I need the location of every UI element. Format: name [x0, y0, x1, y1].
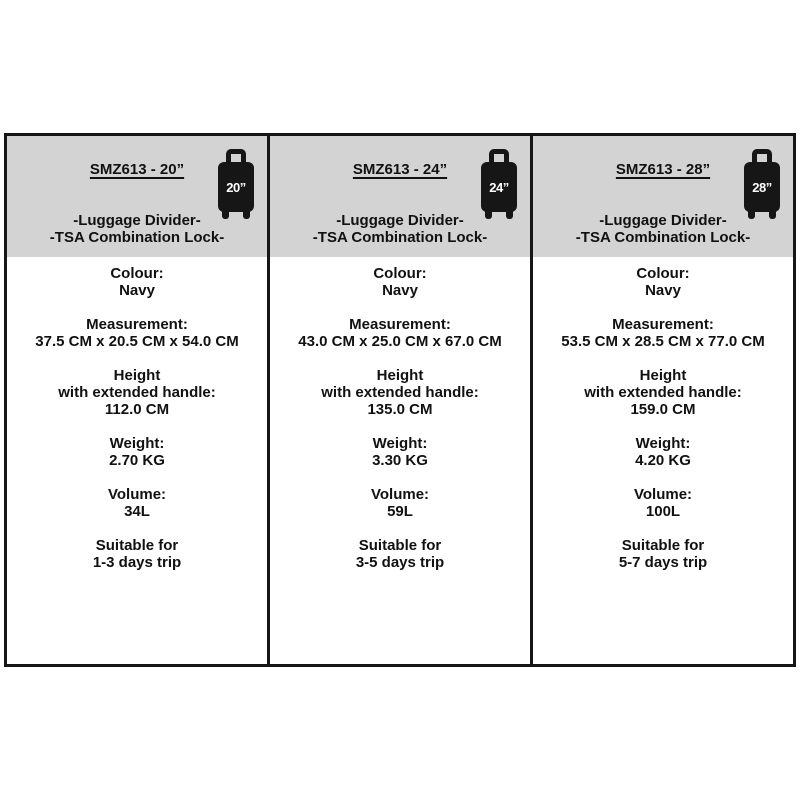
- spec-line: 135.0 CM: [367, 401, 433, 418]
- feature-line: -TSA Combination Lock-: [312, 229, 488, 246]
- feature-line: -TSA Combination Lock-: [575, 229, 751, 246]
- spec-line: Weight:: [372, 435, 428, 452]
- spec-line: Height: [376, 367, 424, 384]
- spec-weight: [533, 435, 793, 469]
- spec-line: 1-3 days trip: [92, 554, 182, 571]
- spec-line: Height: [113, 367, 161, 384]
- suitcase-icon: [481, 149, 517, 219]
- spec-line: 3.30 KG: [372, 452, 428, 469]
- spec-line: Weight:: [109, 435, 165, 452]
- spec-line: Measurement:: [349, 316, 451, 333]
- suitcase-size-label: 28”: [752, 179, 772, 195]
- product-title: SMZ613 - 24”: [352, 161, 448, 178]
- feature-list: [7, 212, 267, 246]
- suitcase-size-label: 24”: [489, 179, 509, 195]
- spec-list: [270, 257, 530, 664]
- spec-line: with extended handle:: [58, 384, 216, 401]
- product-card-28: [530, 136, 793, 664]
- spec-line: Navy: [119, 282, 155, 299]
- spec-measurement: [7, 316, 267, 350]
- spec-volume: [270, 486, 530, 520]
- spec-volume: [533, 486, 793, 520]
- feature-line: -Luggage Divider-: [599, 212, 727, 229]
- spec-measurement: [270, 316, 530, 350]
- suitcase-body: [744, 162, 780, 212]
- spec-line: 5-7 days trip: [618, 554, 708, 571]
- spec-line: with extended handle:: [321, 384, 479, 401]
- product-card-24: [267, 136, 530, 664]
- spec-height: [533, 367, 793, 418]
- spec-list: [533, 257, 793, 664]
- spec-line: Volume:: [107, 486, 167, 503]
- spec-comparison-table: [4, 133, 796, 667]
- product-card-20: [7, 136, 267, 664]
- spec-line: 159.0 CM: [630, 401, 696, 418]
- suitcase-body: [481, 162, 517, 212]
- suitcase-body: [218, 162, 254, 212]
- spec-line: Measurement:: [86, 316, 188, 333]
- spec-measurement: [533, 316, 793, 350]
- spec-line: Suitable for: [95, 537, 179, 554]
- spec-line: Suitable for: [621, 537, 705, 554]
- spec-weight: [7, 435, 267, 469]
- spec-height: [270, 367, 530, 418]
- card-header: [270, 136, 530, 257]
- spec-trip: [7, 537, 267, 571]
- spec-line: Suitable for: [358, 537, 442, 554]
- spec-line: Navy: [645, 282, 681, 299]
- card-header: [533, 136, 793, 257]
- spec-line: 37.5 CM x 20.5 CM x 54.0 CM: [35, 333, 239, 350]
- spec-trip: [270, 537, 530, 571]
- spec-colour: [270, 265, 530, 299]
- spec-line: 43.0 CM x 25.0 CM x 67.0 CM: [298, 333, 502, 350]
- feature-list: [533, 212, 793, 246]
- spec-line: 2.70 KG: [109, 452, 165, 469]
- spec-line: Colour:: [110, 265, 164, 282]
- spec-line: Measurement:: [612, 316, 714, 333]
- spec-trip: [533, 537, 793, 571]
- spec-line: Weight:: [635, 435, 691, 452]
- spec-line: 34L: [124, 503, 150, 520]
- spec-colour: [7, 265, 267, 299]
- spec-weight: [270, 435, 530, 469]
- spec-line: 4.20 KG: [635, 452, 691, 469]
- suitcase-icon: [218, 149, 254, 219]
- feature-line: -TSA Combination Lock-: [49, 229, 225, 246]
- spec-line: 53.5 CM x 28.5 CM x 77.0 CM: [561, 333, 765, 350]
- spec-line: Colour:: [373, 265, 427, 282]
- card-header: [7, 136, 267, 257]
- spec-line: with extended handle:: [584, 384, 742, 401]
- spec-line: 112.0 CM: [104, 401, 170, 418]
- spec-volume: [7, 486, 267, 520]
- spec-list: [7, 257, 267, 664]
- spec-line: 59L: [387, 503, 413, 520]
- suitcase-size-label: 20”: [226, 179, 246, 195]
- product-title: SMZ613 - 20”: [89, 161, 185, 178]
- spec-line: Volume:: [370, 486, 430, 503]
- spec-line: Height: [639, 367, 687, 384]
- suitcase-icon: [744, 149, 780, 219]
- spec-line: Colour:: [636, 265, 690, 282]
- spec-line: 100L: [645, 503, 681, 520]
- product-title: SMZ613 - 28”: [615, 161, 711, 178]
- spec-line: Navy: [382, 282, 418, 299]
- spec-line: 3-5 days trip: [355, 554, 445, 571]
- spec-line: Volume:: [633, 486, 693, 503]
- feature-list: [270, 212, 530, 246]
- feature-line: -Luggage Divider-: [336, 212, 464, 229]
- spec-height: [7, 367, 267, 418]
- feature-line: -Luggage Divider-: [73, 212, 201, 229]
- spec-colour: [533, 265, 793, 299]
